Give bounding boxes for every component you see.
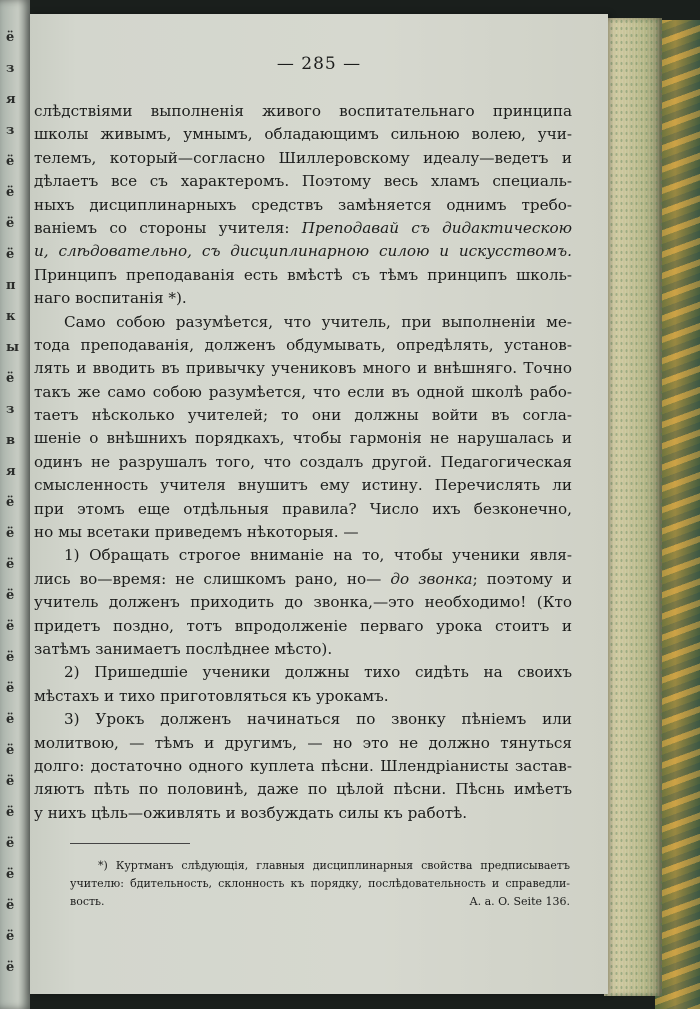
left-page-glyph: ё	[6, 650, 15, 665]
left-page-glyph: ё	[6, 836, 15, 851]
left-page-glyph: я	[6, 464, 16, 479]
left-page-glyph: ё	[6, 247, 15, 262]
text-line: 3) Урокъ долженъ начинаться по звонку пѣніемъ или	[64, 710, 572, 729]
footnote	[70, 857, 570, 911]
text-line: Само собою разумѣется, что учитель, при выполненіи ме-	[64, 312, 572, 331]
text-line: тода преподаванія, долженъ обдумывать, опредѣлять, установ-	[34, 335, 572, 354]
left-page-glyph: ё	[6, 588, 15, 603]
left-page-glyph: з	[6, 61, 15, 76]
footnote-line: *) Куртманъ слѣдующія, главныя дисциплинарныя свойства предписываетъ	[98, 859, 570, 872]
left-page-glyph: п	[6, 278, 16, 293]
footnote-text: вость.	[70, 895, 105, 908]
left-page-glyph: ё	[6, 526, 15, 541]
text-line: слѣдствіями выполненія живого воспитательнаго принципа	[34, 102, 572, 120]
text-line: лять и вводить въ привычку учениковъ много и внѣшняго. Точно	[34, 359, 572, 378]
left-page-glyph: ё	[6, 867, 15, 882]
footnote-rule	[70, 843, 190, 844]
left-page-glyph: ё	[6, 774, 15, 789]
left-page-glyph: ё	[6, 898, 15, 913]
footnote-reference: A. a. O. Seite 136.	[469, 895, 570, 908]
left-page-glyph: ё	[6, 743, 15, 758]
footnote-last-line	[70, 893, 570, 911]
text-line: затѣмъ занимаетъ послѣднее мѣсто).	[34, 639, 333, 658]
text-line: ваніемъ со стороны учителя: Преподавай съ дидактическою	[34, 218, 572, 237]
text-line: Принципъ преподаванія есть вмѣстѣ съ тѣмъ принципъ школь-	[34, 265, 572, 284]
left-page-glyph: з	[6, 402, 15, 417]
text-line: дѣлаетъ все съ характеромъ. Поэтому весь хламъ специаль-	[34, 172, 572, 191]
left-page-sliver	[0, 0, 30, 1009]
text-line: учитель долженъ приходить до звонка,—это необходимо! (Кто	[34, 593, 572, 612]
text-line: лись во—время: не слишкомъ рано, но— до звонка; поэтому и	[34, 569, 572, 588]
left-page-glyph: ё	[6, 30, 15, 45]
text-line: шеніе о внѣшнихъ порядкахъ, чтобы гармонія не нарушалась и	[34, 429, 572, 448]
text-line: при этомъ еще отдѣльныя правила? Число ихъ безконечно,	[34, 499, 572, 518]
left-page-glyph: ё	[6, 681, 15, 696]
left-page-glyph: ё	[6, 960, 15, 975]
left-page-glyph: ы	[6, 340, 20, 355]
text-line: и, слѣдовательно, съ дисциплинарною силою и искусствомъ.	[34, 242, 572, 261]
text-line: молитвою, — тѣмъ и другимъ, — но это не должно тянуться	[34, 733, 572, 752]
footnote-line: учителю: бдительность, склонность къ порядку, послѣдовательность и справедли-	[70, 877, 570, 890]
left-page-glyph: ё	[6, 371, 15, 386]
left-page-glyph: ё	[6, 185, 15, 200]
text-line: придетъ поздно, тотъ впродолженіе перваго урока стоитъ и	[34, 616, 572, 635]
text-line: мѣстахъ и тихо приготовляться къ урокамъ.	[34, 686, 389, 705]
left-page-glyph: ё	[6, 619, 15, 634]
page-number: — 285 —	[276, 54, 362, 74]
page-body-text	[34, 100, 572, 825]
page-block-edge	[604, 18, 662, 996]
text-line: у нихъ цѣль—оживлять и возбуждать силы къ работѣ.	[34, 803, 468, 822]
left-page-glyph: ё	[6, 805, 15, 820]
text-line: долго: достаточно одного куплета пѣсни. Шлендріанисты застав-	[34, 756, 572, 775]
left-page-glyph: ё	[6, 154, 15, 169]
left-page-glyph: ё	[6, 712, 15, 727]
text-line: но мы всетаки приведемъ нѣкоторыя. —	[34, 523, 359, 542]
left-page-glyph: з	[6, 123, 15, 138]
text-line: 2) Пришедшіе ученики должны тихо сидѣть на своихъ	[64, 663, 572, 682]
text-line: такъ же само собою разумѣется, что если въ одной школѣ рабо-	[34, 382, 572, 401]
text-line: наго воспитанія *).	[34, 289, 187, 308]
left-page-glyph: я	[6, 92, 16, 107]
text-line: 1) Обращать строгое вниманіе на то, чтобы ученики явля-	[64, 546, 572, 565]
text-line: смысленность учителя внушитъ ему истину. Перечислять ли	[34, 476, 572, 495]
left-page-glyph: к	[6, 309, 16, 324]
left-page-glyph: ё	[6, 495, 15, 510]
text-line: школы живымъ, умнымъ, обладающимъ сильною волею, учи-	[34, 125, 572, 144]
text-line: ныхъ дисциплинарныхъ средствъ замѣняется однимъ требо-	[34, 195, 572, 214]
left-page-glyph: в	[6, 433, 16, 448]
text-line: одинъ не разрушалъ того, что создалъ другой. Педагогическая	[34, 452, 572, 471]
text-line: таетъ нѣсколько учителей; то они должны войти въ согла-	[34, 406, 572, 425]
book-page	[30, 14, 608, 994]
left-page-glyph: ё	[6, 929, 15, 944]
left-page-glyph: ё	[6, 557, 15, 572]
text-line: ляютъ пѣть по половинѣ, даже по цѣлой пѣсни. Пѣснь имѣетъ	[34, 780, 572, 799]
text-line: телемъ, который—согласно Шиллеровскому идеалу—ведетъ и	[34, 148, 572, 167]
left-page-glyph: ё	[6, 216, 15, 231]
